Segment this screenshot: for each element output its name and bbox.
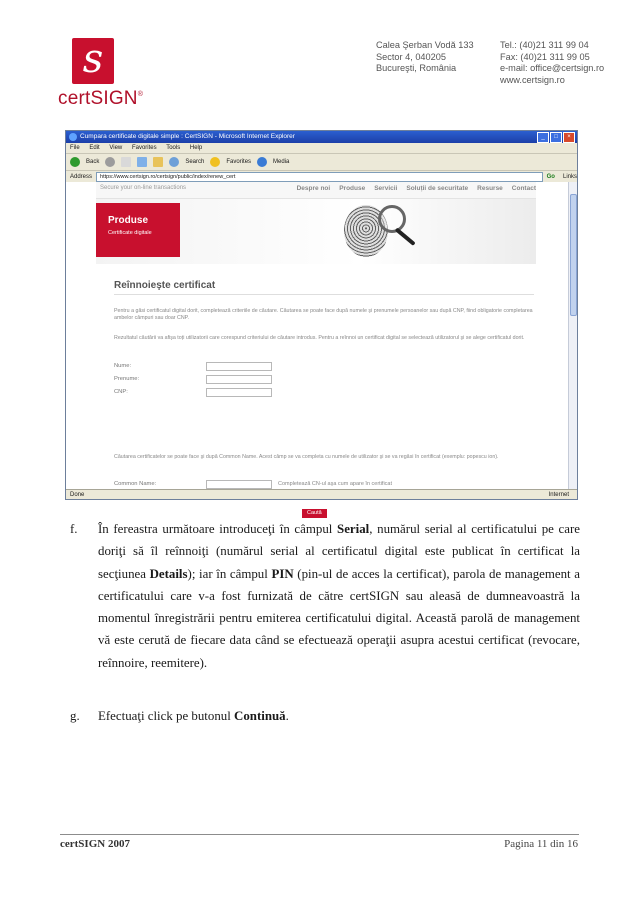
certsign-logo-wordmark [58, 88, 143, 110]
product-banner [96, 199, 536, 264]
email-link[interactable]: e-mail: office@certsign.ro [500, 63, 605, 73]
nume-label: Nume: [114, 363, 132, 369]
fax-line: Fax: (40)21 311 99 05 [500, 51, 590, 62]
logo-glyph: s [82, 36, 104, 82]
site-tagline: Secure your on-line transactions [100, 185, 187, 191]
cnp-input[interactable] [206, 388, 272, 397]
window-titlebar [66, 131, 577, 143]
banner-label-box [96, 203, 180, 257]
cnp-label: CNP: [114, 389, 128, 395]
address-line: Bucureşti, România [376, 63, 457, 73]
nav-resurse[interactable]: Resurse [477, 185, 503, 192]
search-button[interactable]: Search [185, 159, 205, 165]
menu-bar [66, 143, 577, 154]
browser-toolbar [66, 154, 577, 171]
page-number: Pagina 11 din 16 [504, 838, 578, 850]
serial-keyword: Serial [337, 522, 370, 536]
site-header [96, 182, 536, 199]
menu-view[interactable]: View [109, 145, 123, 151]
contact-block [500, 40, 604, 86]
vertical-scrollbar[interactable] [568, 182, 577, 489]
refresh-icon[interactable] [137, 157, 147, 167]
certsign-logo-mark [72, 38, 114, 84]
step-text: . [285, 709, 289, 723]
site-nav [297, 185, 536, 192]
magnifier-handle-icon [395, 227, 416, 245]
banner-subtitle: Certificate digitale [108, 230, 152, 236]
home-icon[interactable] [153, 157, 163, 167]
step-g [70, 705, 580, 727]
step-letter: g. [70, 709, 80, 723]
address-block [376, 40, 474, 75]
banner-title: Produse [108, 215, 149, 226]
menu-tools[interactable]: Tools [166, 145, 181, 151]
common-name-hint: Completează CN-ul aşa cum apare în certificat [278, 481, 393, 487]
phone-line: Tel.: (40)21 311 99 04 [500, 40, 589, 50]
menu-favorites[interactable]: Favorites [131, 145, 157, 151]
footer-left: certSIGN 2007 [60, 838, 130, 850]
menu-edit[interactable]: Edit [89, 145, 100, 151]
stop-icon[interactable] [121, 157, 131, 167]
links-button[interactable]: Links [562, 174, 577, 180]
scrollbar-thumb[interactable] [570, 194, 577, 316]
footer-divider [60, 834, 579, 835]
favorites-star-icon[interactable] [210, 157, 220, 167]
step-f-text [98, 518, 580, 674]
continua-keyword: Continuă [234, 709, 286, 723]
go-button[interactable]: Go [546, 174, 555, 180]
step-text: Efectuaţi click pe butonul [98, 709, 235, 723]
media-button[interactable]: Media [273, 159, 290, 165]
result-instructions: Rezultatul căutării va afişa toți utilizatorii care corespund criteriului de căutare introdus. Pentru a reînnoi un certificat digital se selectează utilizatorul şi se alege certificatul dorit. [114, 335, 525, 341]
forward-arrow-icon[interactable] [105, 157, 115, 167]
search-instructions: Pentru a găsi certificatul digital dorit, completează criteriile de căutare. Căutarea se poate face după numele şi prenumele persoanelor sau după CNP, fiind obligatorie completarea ambelor câmpuri sau doar CNP. [114, 308, 533, 321]
nume-input[interactable] [206, 362, 272, 371]
heading-divider [114, 294, 534, 295]
address-label: Address [70, 174, 93, 180]
close-icon[interactable]: × [563, 132, 575, 143]
brand-name: certSIGN [58, 88, 138, 109]
common-name-instructions: Căutarea certificatelor se poate face şi după Common Name. Acest câmp se va completa cu numele de utilizator şi se va regăsi în certificat (exemplu: popescu ion). [114, 454, 499, 460]
step-text: , numărul serial al certificatului pe care doriţi să îl reînnoiţi (numărul serial al certificatul digital este publicat în certificat la secţiunea [98, 522, 580, 581]
page-heading: Reînnoieşte certificat [114, 280, 216, 291]
step-letter: f. [70, 522, 78, 536]
maximize-icon[interactable]: □ [550, 132, 562, 143]
common-name-label: Common Name: [114, 481, 157, 487]
menu-help[interactable]: Help [189, 145, 203, 151]
common-name-input[interactable] [206, 480, 272, 489]
status-text: Done [70, 492, 85, 498]
magnifier-lens-icon [378, 205, 406, 233]
window-controls [537, 132, 575, 143]
step-text: ); iar în câmpul [187, 566, 272, 581]
address-line: Sector 4, 040205 [376, 51, 446, 62]
pin-keyword: PIN [271, 566, 294, 581]
nav-contact[interactable]: Contact [511, 185, 536, 192]
back-button[interactable]: Back [86, 159, 100, 165]
details-keyword: Details [149, 566, 188, 581]
minimize-icon[interactable]: _ [537, 132, 549, 143]
back-arrow-icon[interactable] [70, 157, 80, 167]
nav-produse[interactable]: Produse [339, 185, 366, 192]
security-zone: Internet [548, 492, 569, 498]
prenume-label: Prenume: [114, 376, 140, 382]
search-submit-button[interactable]: Caută [302, 509, 327, 518]
menu-file[interactable]: File [70, 145, 80, 151]
favorites-button[interactable]: Favorites [226, 159, 252, 165]
internet-explorer-icon [69, 133, 77, 141]
step-g-text [98, 705, 580, 727]
website-link[interactable]: www.certsign.ro [500, 74, 565, 85]
media-icon[interactable] [257, 157, 267, 167]
address-line: Calea Şerban Vodă 133 [376, 40, 474, 50]
browser-screenshot [65, 130, 578, 516]
step-f [70, 518, 580, 674]
nav-solutii[interactable]: Soluții de securitate [406, 185, 469, 192]
prenume-input[interactable] [206, 375, 272, 384]
address-input[interactable]: https://www.certsign.ro/certsign/public/index/renew_cert [96, 172, 543, 182]
step-text: (pin-ul de acces la certificat), parola de management a certificatului care v-a fost furnizată de către certSIGN sau aleasă de dumneavoastră la momentul înregistrării pentru emiterea certificatului digital. Această parolă de management vă este cerută de fiecare data când se efectuează operaţii asupra acestui certificat (revocare, reînnoire, reemitere). [98, 566, 580, 670]
step-text: În fereastra următoare introduceţi în câmpul [98, 522, 338, 536]
trademark-symbol: ® [137, 91, 144, 98]
search-icon[interactable] [169, 157, 179, 167]
status-bar [66, 489, 577, 499]
window-title: Cumpara certificate digitale simple : CertSIGN - Microsoft Internet Explorer [80, 133, 295, 140]
nav-servicii[interactable]: Servicii [374, 185, 398, 192]
nav-despre-noi[interactable]: Despre noi [296, 185, 331, 192]
